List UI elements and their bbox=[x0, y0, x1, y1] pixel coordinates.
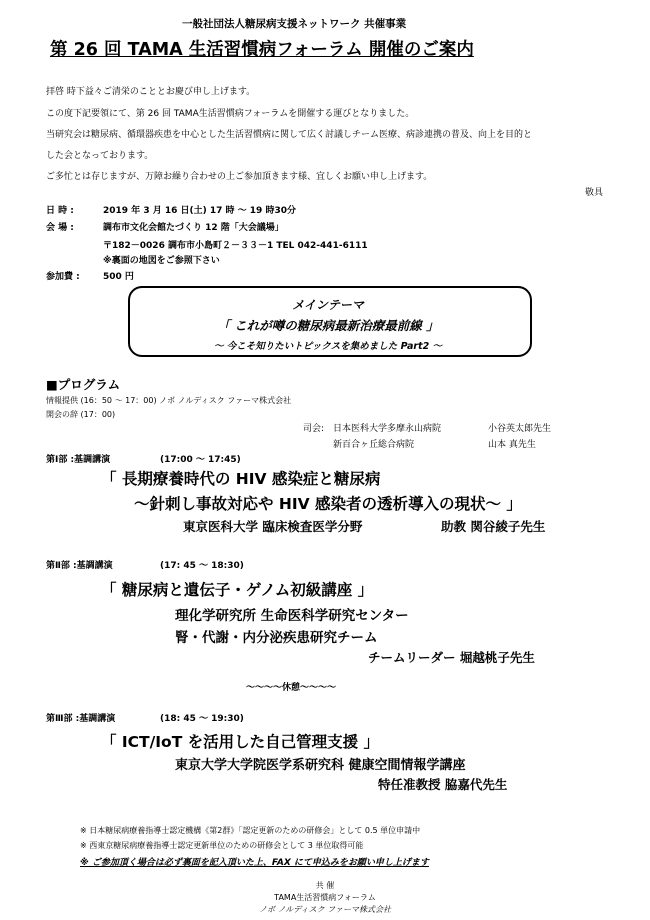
part1-title: 「 長期療養時代の HIV 感染症と糖尿病 bbox=[101, 470, 381, 488]
part2-speaker: チームリーダー 堀越桃子先生 bbox=[368, 650, 535, 665]
venue-value: 調布市文化会館たづくり 12 階「大会議場」 bbox=[103, 223, 284, 233]
page-title: 第 26 回 TAMA 生活習慣病フォーラム 開催のご案内 bbox=[50, 40, 474, 60]
theme-label: メインテーマ bbox=[292, 298, 364, 312]
part1-label: 第Ⅰ部 :基調講演 bbox=[46, 455, 111, 465]
part2-label: 第Ⅱ部 :基調講演 bbox=[46, 561, 113, 571]
part2-title: 「 糖尿病と遺伝子・ゲノム初級講座 」 bbox=[101, 581, 374, 599]
fax-notice: ※ ご参加頂く場合は必ず裏面を記入頂いた上、FAX にて申込みをお願い申し上げます bbox=[80, 858, 429, 868]
letter-line-2: この度下記要領にて、第 26 回 TAMA生活習慣病フォーラムを開催する運びとなりました。 bbox=[46, 109, 415, 119]
map-note: ※裏面の地図をご参照下さい bbox=[103, 256, 220, 266]
footer-org-1: TAMA生活習慣病フォーラム bbox=[274, 893, 376, 902]
part3-speaker-org: 東京大学大学院医学系研究科 健康空間情報学講座 bbox=[175, 758, 466, 773]
organizer-line: 一般社団法人糖尿病支援ネットワーク 共催事業 bbox=[182, 18, 407, 30]
part1-speaker-org: 東京医科大学 臨床検査医学分野 bbox=[183, 519, 363, 534]
theme-subtitle: ～ 今こそ知りたいトピックスを集めました Part2 ～ bbox=[213, 341, 443, 352]
letter-closing: 敬具 bbox=[585, 188, 604, 198]
letter-line-4: した会となっております。 bbox=[46, 151, 154, 161]
chair-name-2: 山本 真先生 bbox=[488, 440, 536, 450]
part3-label: 第Ⅲ部 :基調講演 bbox=[46, 714, 116, 724]
program-info: 情報提供 (16：50 ～ 17：00) ノボ ノルディスク ファーマ株式会社 bbox=[46, 396, 292, 405]
fee-value: 500 円 bbox=[103, 272, 134, 282]
footer-label: 共 催 bbox=[315, 881, 335, 890]
letter-line-5: ご多忙とは存じますが、万障お繰り合わせの上ご参加頂きます様、宜しくお願い申し上げます。 bbox=[46, 172, 433, 182]
part1-time: (17:00 ～ 17:45) bbox=[160, 455, 241, 465]
note-2: ※ 西東京糖尿病療養指導士認定更新単位のための研修会として 3 単位取得可能 bbox=[80, 841, 364, 850]
program-heading: ■プログラム bbox=[46, 377, 121, 392]
break-line: ～～～～休憩～～～～ bbox=[246, 683, 337, 693]
part2-speaker-org-2: 腎・代謝・内分泌疾患研究チーム bbox=[175, 630, 378, 646]
part3-speaker: 特任准教授 脇嘉代先生 bbox=[378, 777, 508, 792]
venue-address: 〒182－0026 調布市小島町２－３３－1 TEL 042-441-6111 bbox=[103, 241, 368, 251]
program-opening: 開会の辞 (17：00) bbox=[46, 410, 116, 419]
date-value: 2019 年 3 月 16 日(土) 17 時 ～ 19 時30分 bbox=[103, 206, 296, 216]
part2-speaker-org-1: 理化学研究所 生命医科学研究センター bbox=[175, 608, 409, 624]
note-1: ※ 日本糖尿病療養指導士認定機構《第2群》「認定更新のための研修会」として 0.5 単位申請中 bbox=[80, 826, 421, 835]
letter-line-3: 当研究会は糖尿病、循環器疾患を中心とした生活習慣病に関して広く討議しチーム医療、病診連携の普及、向上を目的と bbox=[46, 130, 533, 140]
chair-label: 司会: bbox=[303, 424, 325, 434]
part2-time: (17: 45 ～ 18:30) bbox=[160, 561, 244, 571]
chair-affiliation-2: 新百合ヶ丘総合病院 bbox=[333, 440, 415, 450]
fee-label: 参加費 : bbox=[46, 272, 80, 282]
date-label: 日 時 : bbox=[46, 206, 74, 216]
chair-affiliation-1: 日本医科大学多摩永山病院 bbox=[333, 424, 442, 434]
part3-title: 「 ICT/IoT を活用した自己管理支援 」 bbox=[101, 733, 380, 751]
part1-speaker: 助教 関谷綾子先生 bbox=[441, 519, 546, 534]
part3-time: (18: 45 ～ 19:30) bbox=[160, 714, 244, 724]
theme-title: 「 これが噂の糖尿病最新治療最前線 」 bbox=[217, 318, 439, 333]
footer-org-2: ノボ ノルディスク ファーマ株式会社 bbox=[259, 905, 391, 914]
venue-label: 会 場 : bbox=[46, 223, 74, 233]
chair-name-1: 小谷英太郎先生 bbox=[488, 424, 552, 434]
letter-line-1: 拝啓 時下益々ご清栄のこととお慶び申し上げます。 bbox=[46, 87, 256, 97]
part1-subtitle: ～針刺し事故対応や HIV 感染者の透析導入の現状～ 」 bbox=[134, 495, 522, 513]
